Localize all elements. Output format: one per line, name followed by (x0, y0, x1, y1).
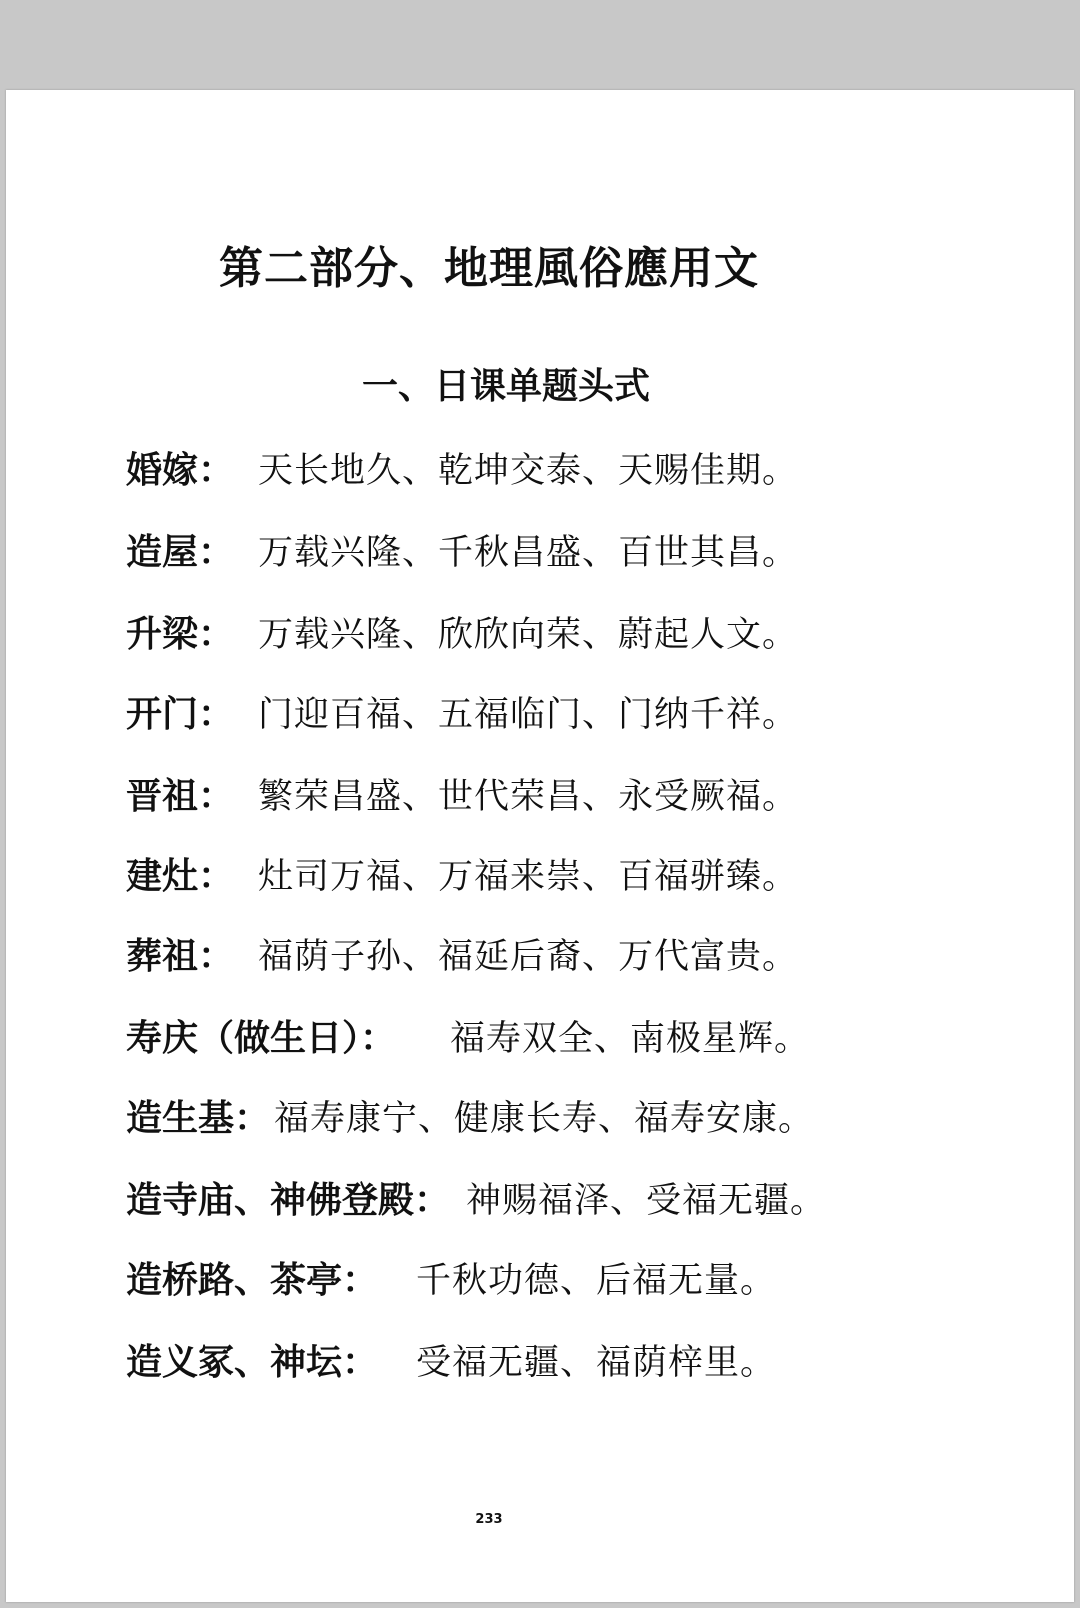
entry-text: 千秋功德、后福无量。 (416, 1261, 777, 1301)
entry-label: 升梁： (126, 614, 235, 655)
entry-text: 福寿康宁、健康长寿、福寿安康。 (274, 1099, 815, 1139)
entry-label: 建灶： (126, 856, 235, 897)
entry-label: 寿庆（做生日）： (126, 1018, 397, 1059)
entry-text: 繁荣昌盛、世代荣昌、永受厥福。 (258, 777, 799, 817)
entry-label: 造义冢、神坛： (126, 1342, 379, 1383)
entry-text: 天长地久、乾坤交泰、天赐佳期。 (258, 451, 799, 491)
entry-text: 门迎百福、五福临门、门纳千祥。 (258, 695, 799, 735)
entry-text: 万载兴隆、欣欣向荣、蔚起人文。 (258, 615, 799, 655)
page-title: 第二部分、地理風俗應用文 (219, 243, 759, 294)
entry-label: 晋祖： (126, 776, 235, 817)
entry-text: 灶司万福、万福来崇、百福骈臻。 (258, 857, 799, 897)
entry-label: 造寺庙、神佛登殿： (126, 1180, 451, 1221)
document-page (6, 90, 1074, 1602)
entry-label: 造生基： (126, 1098, 271, 1139)
section-heading: 一、日课单题头式 (361, 366, 650, 407)
entry-label: 婚嫁： (126, 450, 235, 491)
entry-text: 福寿双全、南极星辉。 (450, 1019, 811, 1059)
entry-text: 万载兴隆、千秋昌盛、百世其昌。 (258, 533, 799, 573)
entry-text: 受福无疆、福荫梓里。 (416, 1343, 777, 1383)
entry-text: 福荫子孙、福延后裔、万代富贵。 (258, 937, 799, 977)
entry-label: 造屋： (126, 532, 235, 573)
page-number: 233 (475, 1512, 503, 1527)
entry-label: 葬祖： (126, 936, 235, 977)
entry-label: 开门： (126, 694, 235, 735)
entry-label: 造桥路、茶亭： (126, 1260, 379, 1301)
entry-text: 神赐福泽、受福无疆。 (466, 1181, 827, 1221)
